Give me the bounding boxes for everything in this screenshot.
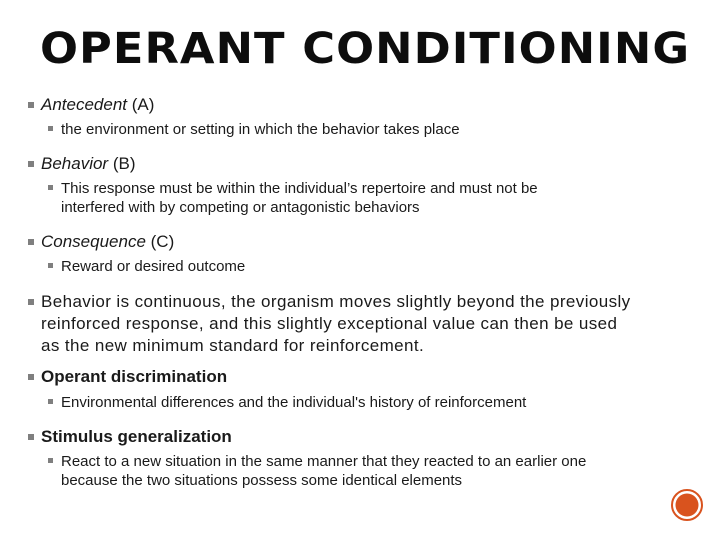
term-antecedent: Antecedent [41, 95, 128, 114]
square-bullet-icon [48, 399, 53, 404]
sub-line: This response must be within the individual’s repertoire and must not be [61, 180, 538, 197]
code-c: (C) [145, 232, 175, 251]
square-bullet-icon [28, 239, 34, 245]
bullet-antecedent [28, 95, 154, 115]
bullet-consequence [28, 232, 174, 252]
sub-line: because the two situations possess some identical elements [61, 472, 463, 489]
term-consequence: Consequence [41, 232, 146, 251]
sub-bullet-consequence [48, 257, 245, 276]
term-operant-discrimination: Operant discrimination [41, 367, 228, 386]
para-line: Behavior is continuous, the organism moves slightly beyond the previously [41, 292, 631, 311]
square-bullet-icon [28, 434, 34, 440]
square-bullet-icon [48, 263, 53, 268]
sub-text: the environment or setting in which the behavior takes place [61, 121, 460, 138]
sub-text: Environmental differences and the individual's history of reinforcement [61, 394, 527, 411]
para-line: reinforced response, and this slightly exceptional value can then be used [41, 314, 618, 333]
para-line: as the new minimum standard for reinforcement. [41, 336, 425, 355]
circle-badge-icon [671, 489, 703, 521]
code-a: (A) [127, 95, 155, 114]
square-bullet-icon [48, 458, 53, 463]
term-behavior: Behavior [41, 154, 109, 173]
sub-bullet-behavior [48, 179, 538, 217]
bullet-continuous [28, 291, 631, 357]
sub-bullet-antecedent [48, 120, 460, 139]
bullet-operant-discrimination [28, 367, 227, 387]
square-bullet-icon [28, 299, 34, 305]
term-stimulus-generalization: Stimulus generalization [41, 427, 232, 446]
square-bullet-icon [48, 126, 53, 131]
sub-line: React to a new situation in the same manner that they reacted to an earlier one [61, 453, 587, 470]
sub-bullet-operant-discrimination [48, 393, 526, 412]
slide-title: OPERANT CONDITIONING [40, 24, 691, 74]
sub-line: interfered with by competing or antagonistic behaviors [61, 199, 420, 216]
square-bullet-icon [28, 161, 34, 167]
sub-text: Reward or desired outcome [61, 258, 246, 275]
square-bullet-icon [28, 102, 34, 108]
code-b: (B) [108, 154, 136, 173]
sub-bullet-stimulus-generalization [48, 452, 586, 490]
bullet-stimulus-generalization [28, 427, 232, 447]
square-bullet-icon [28, 374, 34, 380]
square-bullet-icon [48, 185, 53, 190]
bullet-behavior [28, 154, 136, 174]
